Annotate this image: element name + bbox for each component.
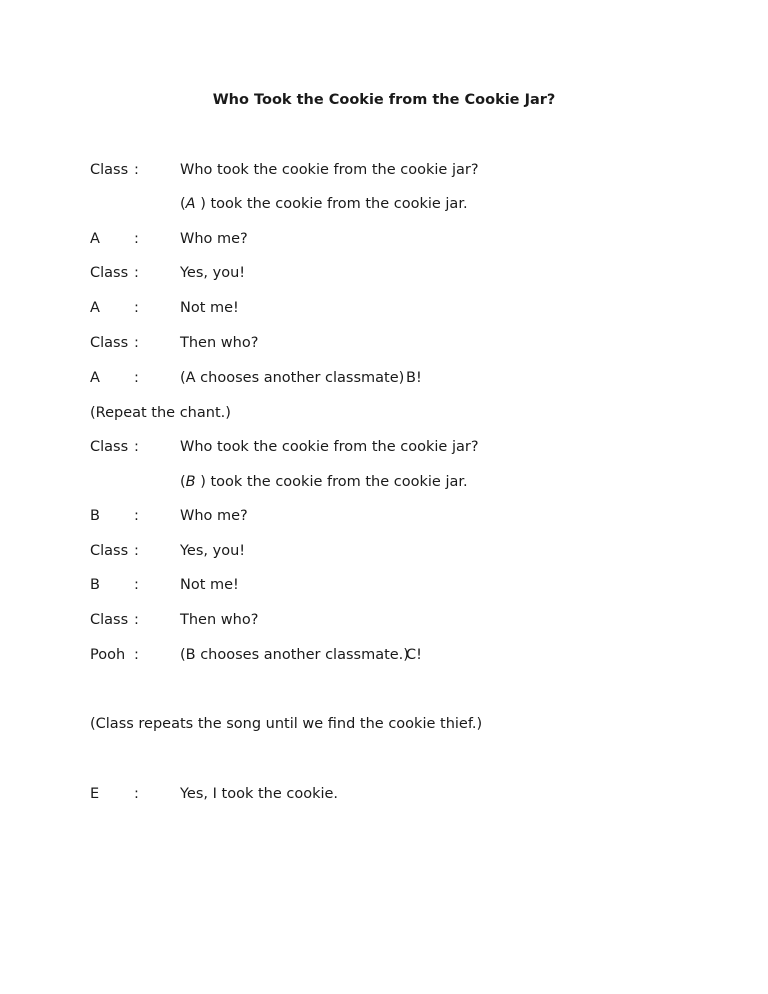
speaker-label: A	[90, 231, 100, 247]
chosen-letter: B	[185, 474, 196, 490]
dialogue-text: Who took the cookie from the cookie jar?	[180, 439, 479, 455]
dialogue-text: (B chooses another classmate.)	[180, 647, 409, 663]
title-text: Who Took the Cookie from the Cookie Jar?	[212, 92, 556, 108]
speaker-label: Class	[90, 612, 129, 628]
speaker-label: Class	[90, 335, 129, 351]
dialogue-text: Not me!	[180, 300, 239, 316]
colon-separator: :	[134, 647, 139, 663]
chosen-classmate: C!	[406, 647, 422, 663]
speaker-label: Class	[90, 265, 129, 281]
colon-separator: :	[134, 162, 139, 178]
dialogue-text: Yes, I took the cookie.	[180, 786, 339, 802]
dialogue-text: Who took the cookie from the cookie jar?	[180, 162, 479, 178]
colon-separator: :	[134, 265, 139, 281]
colon-separator: :	[134, 231, 139, 247]
speaker-label: B	[90, 577, 100, 593]
paren-open: (	[180, 474, 186, 490]
dialogue-line	[0, 229, 768, 249]
paren-rest: ) took the cookie from the cookie jar.	[195, 474, 468, 490]
colon-separator: :	[134, 439, 139, 455]
stage-direction-text: (Class repeats the song until we find the cookie thief.)	[90, 716, 483, 732]
dialogue-text	[180, 472, 468, 492]
stage-direction	[0, 403, 768, 423]
dialogue-line	[0, 437, 768, 457]
dialogue-text: Yes, you!	[180, 543, 246, 559]
stage-direction	[0, 714, 768, 734]
speaker-label: Class	[90, 439, 129, 455]
colon-separator: :	[134, 612, 139, 628]
speaker-label: Class	[90, 543, 129, 559]
colon-separator: :	[134, 543, 139, 559]
speaker-label: A	[90, 370, 100, 386]
dialogue-text: Not me!	[180, 577, 239, 593]
dialogue-line	[0, 784, 768, 804]
dialogue-text: Then who?	[180, 612, 259, 628]
speaker-label: Class	[90, 162, 129, 178]
chosen-classmate: B!	[406, 370, 422, 386]
paren-open: (	[180, 196, 186, 212]
dialogue-line	[0, 160, 768, 180]
dialogue-line	[0, 368, 768, 388]
dialogue-line	[0, 298, 768, 318]
dialogue-line	[0, 263, 768, 283]
dialogue-line	[0, 506, 768, 526]
speaker-label: B	[90, 508, 100, 524]
dialogue-line	[0, 333, 768, 353]
dialogue-text: Who me?	[180, 508, 248, 524]
dialogue-line	[0, 541, 768, 561]
dialogue-text: Who me?	[180, 231, 248, 247]
dialogue-text: Then who?	[180, 335, 259, 351]
colon-separator: :	[134, 300, 139, 316]
dialogue-line	[0, 194, 768, 214]
chosen-letter: A	[185, 196, 196, 212]
dialogue-text: (A chooses another classmate)	[180, 370, 405, 386]
dialogue-line	[0, 610, 768, 630]
dialogue-text	[180, 194, 468, 214]
dialogue-line	[0, 575, 768, 595]
stage-direction-text: (Repeat the chant.)	[90, 405, 231, 421]
colon-separator: :	[134, 508, 139, 524]
speaker-label: Pooh	[90, 647, 126, 663]
document-title	[0, 92, 768, 108]
colon-separator: :	[134, 786, 139, 802]
paren-rest: ) took the cookie from the cookie jar.	[195, 196, 468, 212]
colon-separator: :	[134, 370, 139, 386]
colon-separator: :	[134, 577, 139, 593]
dialogue-line	[0, 472, 768, 492]
speaker-label: A	[90, 300, 100, 316]
speaker-label: E	[90, 786, 100, 802]
dialogue-text: Yes, you!	[180, 265, 246, 281]
colon-separator: :	[134, 335, 139, 351]
dialogue-line	[0, 645, 768, 665]
